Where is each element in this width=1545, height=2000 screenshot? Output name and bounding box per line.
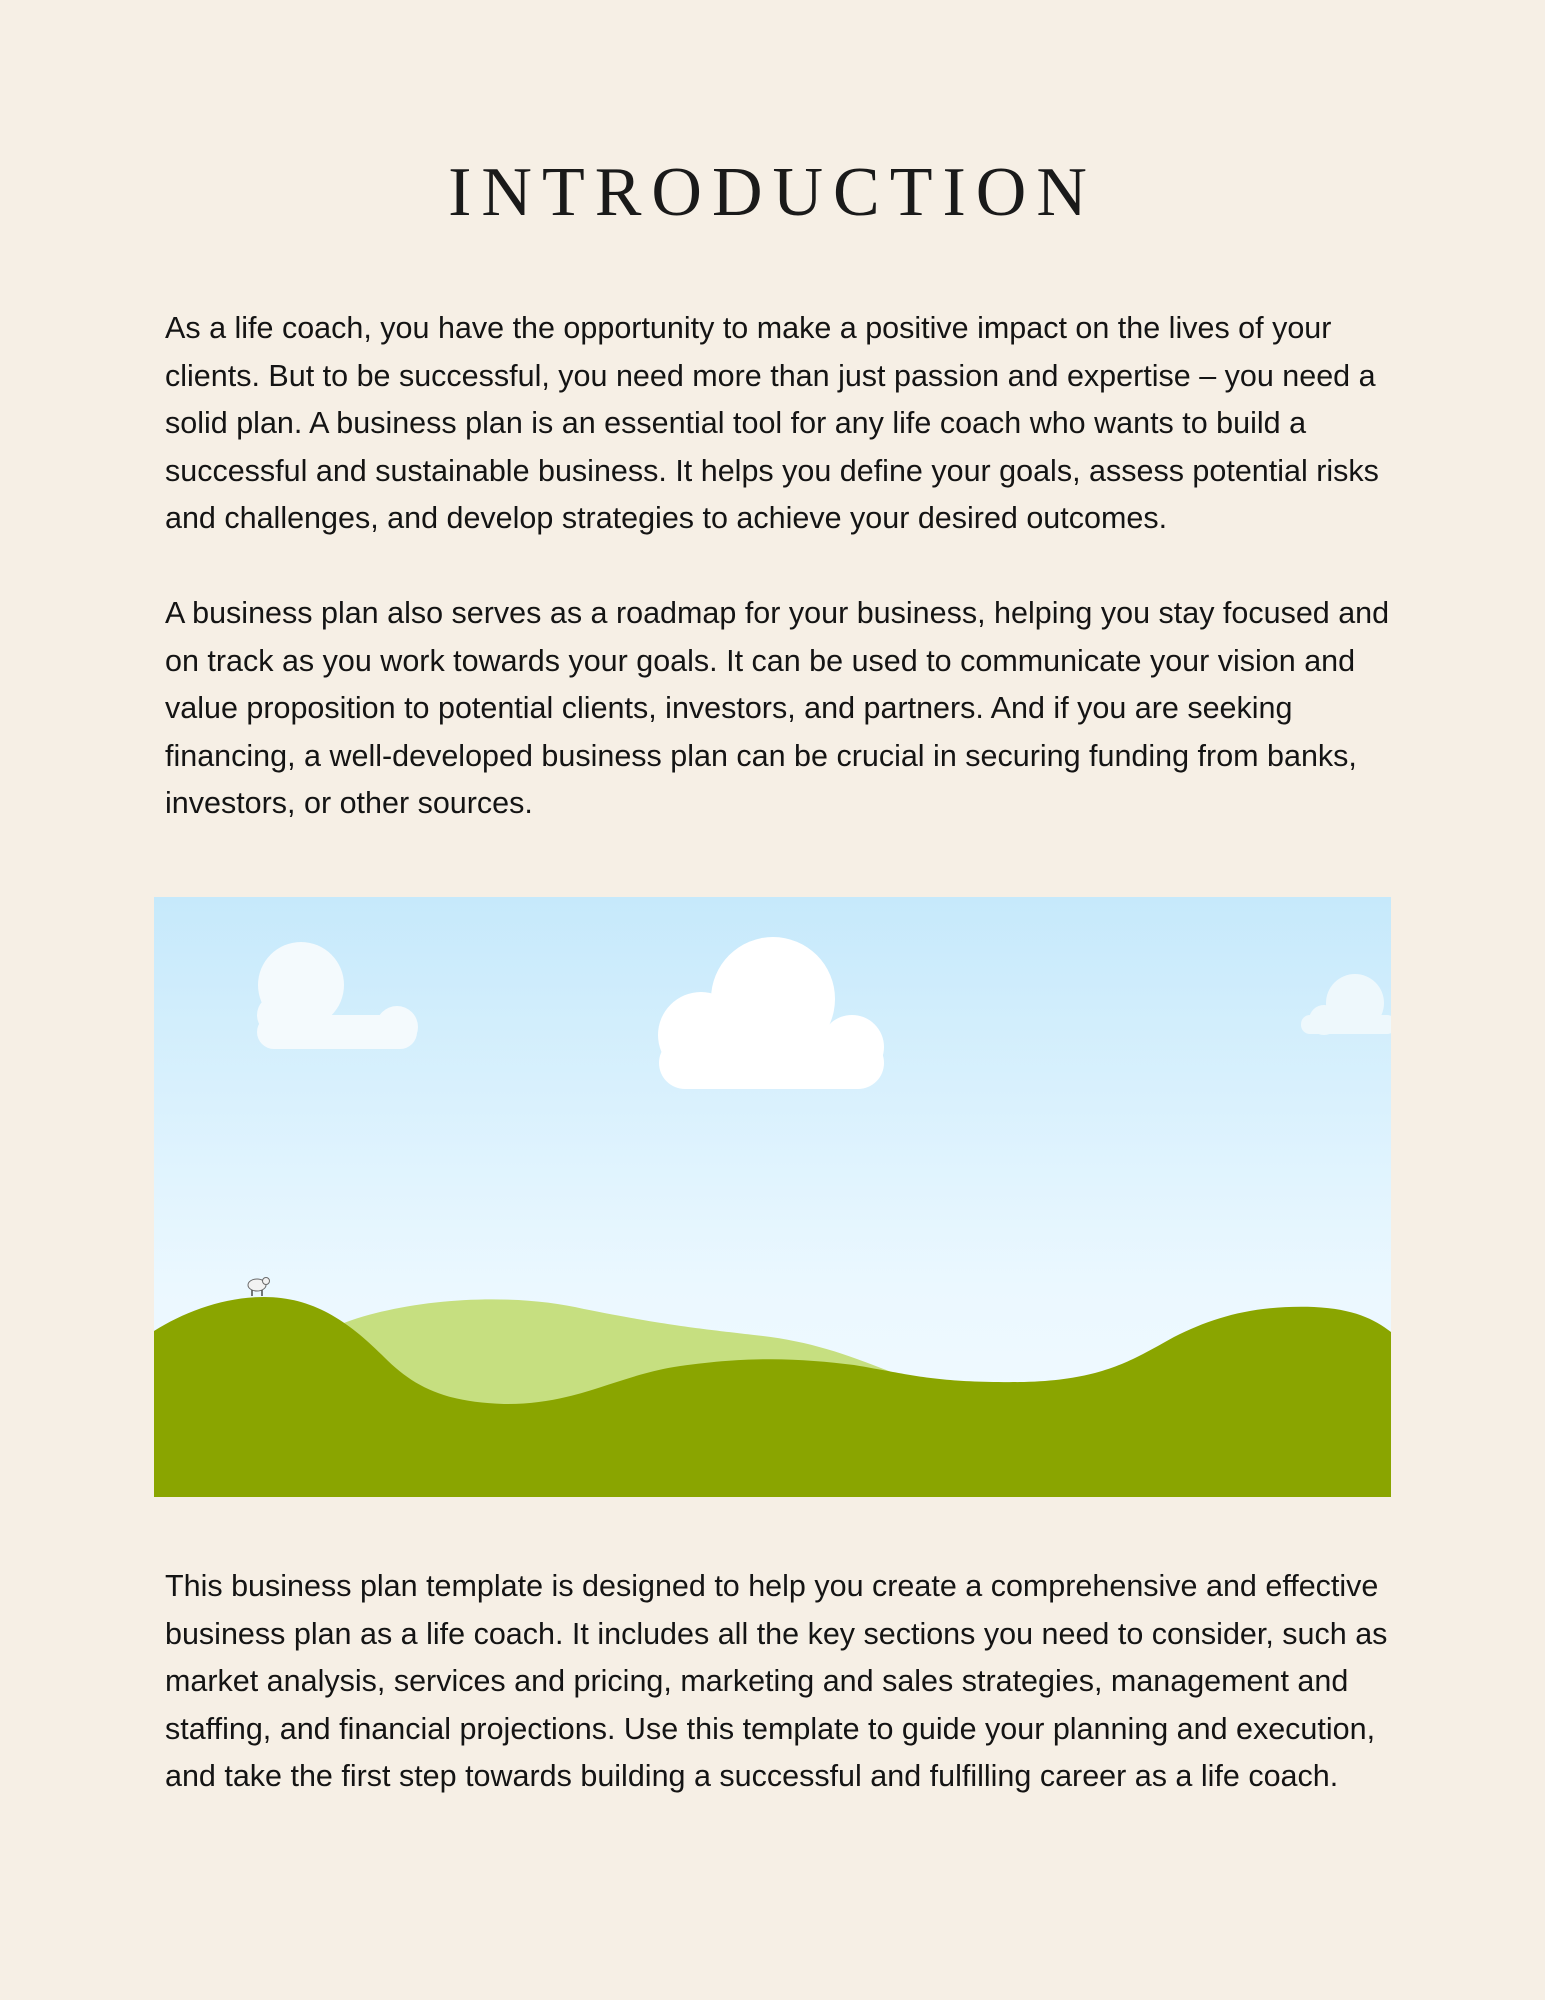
- page-title: INTRODUCTION: [448, 154, 1097, 231]
- roadmap-paragraph: A business plan also serves as a roadmap for your business, helping you stay focused and on track as you work towards your goals. It can be used to communicate your vision and value proposition to potential clients, investors, and partners. And if you are seeking financing, a well-developed business plan can be crucial in securing funding from banks, investors, or other sources.: [165, 596, 1390, 820]
- intro-paragraph: As a life coach, you have the opportunity to make a positive impact on the lives of your clients. But to be successful, you need more than just passion and expertise – you need a solid plan. A business plan is an essential tool for any life coach who wants to build a successful and sustainable business. It helps you define your goals, assess potential risks and challenges, and develop strategies to achieve your desired outcomes.: [165, 311, 1379, 535]
- template-paragraph: This business plan template is designed to help you create a comprehensive and effective business plan as a life coach. It includes all the key sections you need to consider, such as market analysis, services and pricing, marketing and sales strategies, management and staffing, and financial projections. Use this template to guide your planning and execution, and take the first step towards building a successful and fulfilling career as a life coach.: [165, 1569, 1388, 1793]
- landscape-illustration: [154, 897, 1391, 1497]
